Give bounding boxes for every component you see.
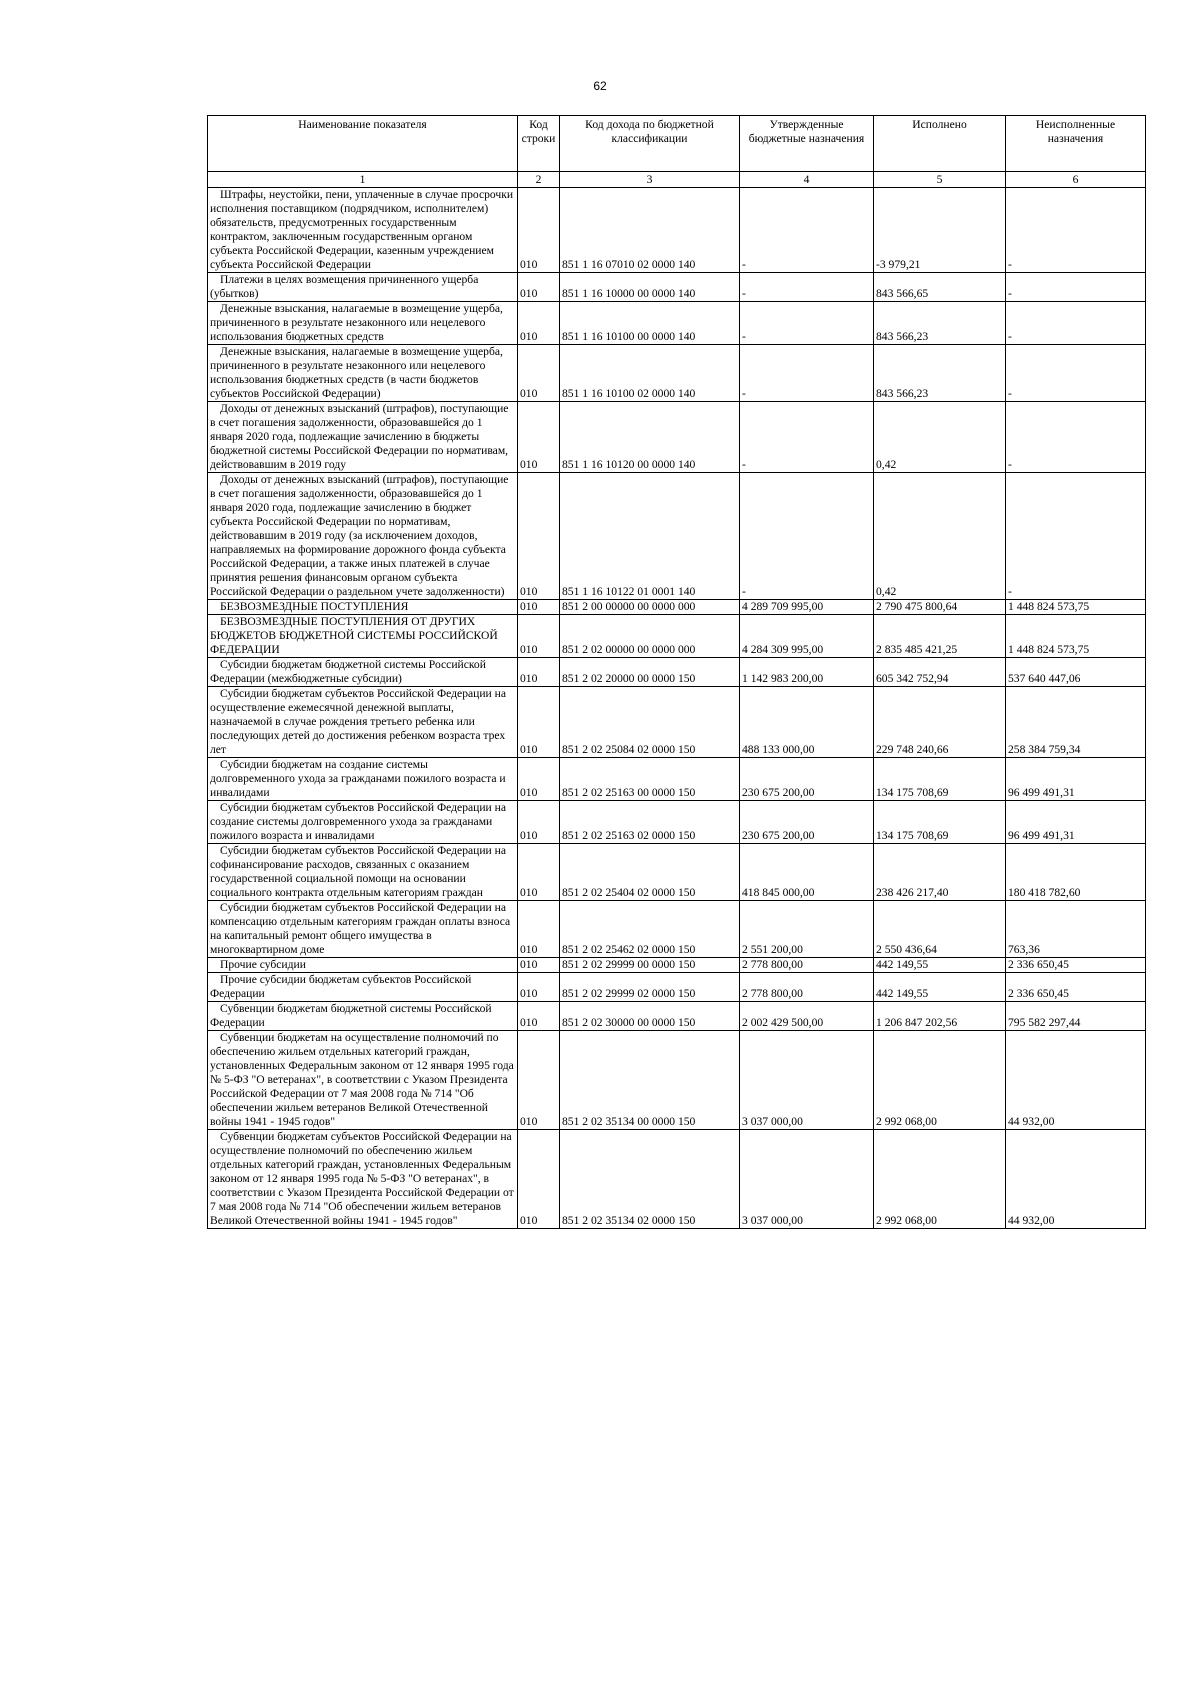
row-name-cell: Платежи в целях возмещения причиненного ущерба (убытков): [208, 273, 518, 302]
row-executed-cell: 442 149,55: [874, 958, 1006, 973]
row-name-cell: Субсидии бюджетам субъектов Российской Федерации на создание системы долговременного ухода за гражданами пожилого возраста и инвалидами: [208, 801, 518, 844]
row-code-cell: 010: [518, 1130, 560, 1229]
row-name-cell: Субсидии бюджетам на создание системы долговременного ухода за гражданами пожилого возраста и инвалидами: [208, 758, 518, 801]
row-executed-cell: 0,42: [874, 402, 1006, 473]
row-name-cell: БЕЗВОЗМЕЗДНЫЕ ПОСТУПЛЕНИЯ: [208, 600, 518, 615]
row-code-cell: 010: [518, 345, 560, 402]
col-header-name: Наименование показателя: [208, 116, 518, 172]
row-unexecuted-cell: 537 640 447,06: [1006, 658, 1146, 687]
col-header-unexecuted: Неисполненные назначения: [1006, 116, 1146, 172]
table-row: [208, 1031, 1146, 1130]
row-kbk-cell: 851 1 16 10100 00 0000 140: [560, 302, 740, 345]
row-unexecuted-cell: 180 418 782,60: [1006, 844, 1146, 901]
table-row: [208, 758, 1146, 801]
row-code-cell: 010: [518, 844, 560, 901]
row-kbk-cell: 851 2 02 25462 02 0000 150: [560, 901, 740, 958]
row-kbk-cell: 851 1 16 10100 02 0000 140: [560, 345, 740, 402]
row-approved-cell: 230 675 200,00: [740, 801, 874, 844]
row-executed-cell: 843 566,23: [874, 345, 1006, 402]
row-kbk-cell: 851 2 02 00000 00 0000 000: [560, 615, 740, 658]
budget-report-table: [207, 115, 1146, 1229]
row-code-cell: 010: [518, 973, 560, 1002]
row-unexecuted-cell: 96 499 491,31: [1006, 758, 1146, 801]
row-name-cell: Прочие субсидии бюджетам субъектов Российской Федерации: [208, 973, 518, 1002]
row-name-cell: Прочие субсидии: [208, 958, 518, 973]
row-unexecuted-cell: 44 932,00: [1006, 1130, 1146, 1229]
row-kbk-cell: 851 2 02 25163 02 0000 150: [560, 801, 740, 844]
row-approved-cell: -: [740, 302, 874, 345]
row-approved-cell: 418 845 000,00: [740, 844, 874, 901]
row-approved-cell: 1 142 983 200,00: [740, 658, 874, 687]
row-executed-cell: 134 175 708,69: [874, 801, 1006, 844]
page-number: 62: [593, 79, 607, 93]
row-unexecuted-cell: -: [1006, 402, 1146, 473]
row-unexecuted-cell: 795 582 297,44: [1006, 1002, 1146, 1031]
row-name-cell: Субвенции бюджетам на осуществление полномочий по обеспечению жильем отдельных категорий граждан, установленных Федеральным законом от 12 января 1995 года № 5-ФЗ "О ветеранах", в соответствии с Указом Президента Российской Федерации от 7 мая 2008 года № 714 "Об обеспечении жильем ветеранов Великой Отечественной войны 1941 - 1945 годов": [208, 1031, 518, 1130]
row-name-cell: Денежные взыскания, налагаемые в возмещение ущерба, причиненного в результате незаконного или нецелевого использования бюджетных средств: [208, 302, 518, 345]
row-executed-cell: 605 342 752,94: [874, 658, 1006, 687]
row-code-cell: 010: [518, 801, 560, 844]
row-approved-cell: 4 289 709 995,00: [740, 600, 874, 615]
row-executed-cell: 238 426 217,40: [874, 844, 1006, 901]
table-row: [208, 658, 1146, 687]
row-kbk-cell: 851 2 02 25404 02 0000 150: [560, 844, 740, 901]
row-approved-cell: 3 037 000,00: [740, 1130, 874, 1229]
row-approved-cell: -: [740, 188, 874, 273]
row-unexecuted-cell: -: [1006, 473, 1146, 600]
col-number: 6: [1006, 172, 1146, 188]
row-code-cell: 010: [518, 615, 560, 658]
row-executed-cell: 843 566,23: [874, 302, 1006, 345]
col-number: 3: [560, 172, 740, 188]
row-executed-cell: 0,42: [874, 473, 1006, 600]
table-row: [208, 973, 1146, 1002]
row-executed-cell: -3 979,21: [874, 188, 1006, 273]
table-row: [208, 687, 1146, 758]
column-numbers-row: [208, 172, 1146, 188]
row-kbk-cell: 851 2 00 00000 00 0000 000: [560, 600, 740, 615]
row-executed-cell: 2 992 068,00: [874, 1031, 1006, 1130]
row-code-cell: 010: [518, 302, 560, 345]
row-unexecuted-cell: 258 384 759,34: [1006, 687, 1146, 758]
row-kbk-cell: 851 1 16 10120 00 0000 140: [560, 402, 740, 473]
row-unexecuted-cell: 44 932,00: [1006, 1031, 1146, 1130]
row-executed-cell: 2 992 068,00: [874, 1130, 1006, 1229]
row-name-cell: Доходы от денежных взысканий (штрафов), поступающие в счет погашения задолженности, образовавшейся до 1 января 2020 года, подлежащие зачислению в бюджет субъекта Российской Федерации по нормативам, действовавшим в 2019 году (за исключением доходов, направляемых на формирование дорожного фонда субъекта Российской Федерации, а также иных платежей в случае принятия решения финансовым органом субъекта Российской Федерации о раздельном учете задолженности): [208, 473, 518, 600]
row-kbk-cell: 851 2 02 25163 00 0000 150: [560, 758, 740, 801]
table-row: [208, 615, 1146, 658]
table-row: [208, 473, 1146, 600]
row-approved-cell: 488 133 000,00: [740, 687, 874, 758]
row-code-cell: 010: [518, 687, 560, 758]
row-approved-cell: 2 002 429 500,00: [740, 1002, 874, 1031]
row-executed-cell: 442 149,55: [874, 973, 1006, 1002]
col-header-code: Код строки: [518, 116, 560, 172]
col-number: 1: [208, 172, 518, 188]
row-unexecuted-cell: -: [1006, 302, 1146, 345]
row-code-cell: 010: [518, 273, 560, 302]
row-unexecuted-cell: 763,36: [1006, 901, 1146, 958]
row-code-cell: 010: [518, 958, 560, 973]
row-kbk-cell: 851 1 16 10000 00 0000 140: [560, 273, 740, 302]
table-row: [208, 273, 1146, 302]
row-kbk-cell: 851 2 02 29999 00 0000 150: [560, 958, 740, 973]
row-approved-cell: 3 037 000,00: [740, 1031, 874, 1130]
table-row: [208, 600, 1146, 615]
row-executed-cell: 843 566,65: [874, 273, 1006, 302]
col-header-approved: Утвержденные бюджетные назначения: [740, 116, 874, 172]
col-header-executed: Исполнено: [874, 116, 1006, 172]
report-body: [208, 188, 1146, 1229]
row-executed-cell: 2 550 436,64: [874, 901, 1006, 958]
row-approved-cell: -: [740, 345, 874, 402]
row-kbk-cell: 851 1 16 07010 02 0000 140: [560, 188, 740, 273]
row-kbk-cell: 851 2 02 30000 00 0000 150: [560, 1002, 740, 1031]
row-name-cell: БЕЗВОЗМЕЗДНЫЕ ПОСТУПЛЕНИЯ ОТ ДРУГИХ БЮДЖЕТОВ БЮДЖЕТНОЙ СИСТЕМЫ РОССИЙСКОЙ ФЕДЕРАЦИИ: [208, 615, 518, 658]
row-approved-cell: -: [740, 273, 874, 302]
table-row: [208, 1002, 1146, 1031]
row-name-cell: Денежные взыскания, налагаемые в возмещение ущерба, причиненного в результате незаконного или нецелевого использования бюджетных средств (в части бюджетов субъектов Российской Федерации): [208, 345, 518, 402]
row-unexecuted-cell: 1 448 824 573,75: [1006, 600, 1146, 615]
row-approved-cell: 2 778 800,00: [740, 958, 874, 973]
row-unexecuted-cell: 2 336 650,45: [1006, 973, 1146, 1002]
col-number: 5: [874, 172, 1006, 188]
row-unexecuted-cell: 1 448 824 573,75: [1006, 615, 1146, 658]
row-approved-cell: 2 551 200,00: [740, 901, 874, 958]
row-code-cell: 010: [518, 402, 560, 473]
row-code-cell: 010: [518, 1031, 560, 1130]
table-row: [208, 901, 1146, 958]
row-kbk-cell: 851 2 02 35134 02 0000 150: [560, 1130, 740, 1229]
row-name-cell: Субсидии бюджетам субъектов Российской Федерации на софинансирование расходов, связанных с оказанием государственной социальной помощи на основании социального контракта отдельным категориям граждан: [208, 844, 518, 901]
row-kbk-cell: 851 2 02 20000 00 0000 150: [560, 658, 740, 687]
row-name-cell: Субсидии бюджетам субъектов Российской Федерации на компенсацию отдельным категориям граждан оплаты взноса на капитальный ремонт общего имущества в многоквартирном доме: [208, 901, 518, 958]
row-code-cell: 010: [518, 473, 560, 600]
row-name-cell: Субвенции бюджетам субъектов Российской Федерации на осуществление полномочий по обеспечению жильем отдельных категорий граждан, установленных Федеральным законом от 12 января 1995 года № 5-ФЗ "О ветеранах", в соответствии с Указом Президента Российской Федерации от 7 мая 2008 года № 714 "Об обеспечении жильем ветеранов Великой Отечественной войны 1941 - 1945 годов": [208, 1130, 518, 1229]
row-approved-cell: -: [740, 402, 874, 473]
table-row: [208, 302, 1146, 345]
row-code-cell: 010: [518, 1002, 560, 1031]
row-code-cell: 010: [518, 758, 560, 801]
row-name-cell: Штрафы, неустойки, пени, уплаченные в случае просрочки исполнения поставщиком (подрядчиком, исполнителем) обязательств, предусмотренных государственным контрактом, заключенным государственным органом субъекта Российской Федерации, казенным учреждением субъекта Российской Федерации: [208, 188, 518, 273]
row-unexecuted-cell: -: [1006, 273, 1146, 302]
row-executed-cell: 134 175 708,69: [874, 758, 1006, 801]
table-row: [208, 188, 1146, 273]
row-unexecuted-cell: -: [1006, 345, 1146, 402]
col-number: 2: [518, 172, 560, 188]
table-row: [208, 345, 1146, 402]
row-name-cell: Субвенции бюджетам бюджетной системы Российской Федерации: [208, 1002, 518, 1031]
row-executed-cell: 1 206 847 202,56: [874, 1002, 1006, 1031]
header-row: [208, 116, 1146, 172]
row-code-cell: 010: [518, 188, 560, 273]
row-executed-cell: 2 835 485 421,25: [874, 615, 1006, 658]
row-unexecuted-cell: -: [1006, 188, 1146, 273]
row-executed-cell: 2 790 475 800,64: [874, 600, 1006, 615]
row-unexecuted-cell: 96 499 491,31: [1006, 801, 1146, 844]
row-name-cell: Доходы от денежных взысканий (штрафов), поступающие в счет погашения задолженности, образовавшейся до 1 января 2020 года, подлежащие зачислению в бюджеты бюджетной системы Российской Федерации по нормативам, действовавшим в 2019 году: [208, 402, 518, 473]
row-executed-cell: 229 748 240,66: [874, 687, 1006, 758]
row-kbk-cell: 851 2 02 35134 00 0000 150: [560, 1031, 740, 1130]
row-name-cell: Субсидии бюджетам субъектов Российской Федерации на осуществление ежемесячной денежной выплаты, назначаемой в случае рождения третьего ребенка или последующих детей до достижения ребенком возраста трех лет: [208, 687, 518, 758]
table-row: [208, 1130, 1146, 1229]
row-code-cell: 010: [518, 600, 560, 615]
row-code-cell: 010: [518, 901, 560, 958]
row-approved-cell: 2 778 800,00: [740, 973, 874, 1002]
row-approved-cell: -: [740, 473, 874, 600]
col-number: 4: [740, 172, 874, 188]
row-unexecuted-cell: 2 336 650,45: [1006, 958, 1146, 973]
row-approved-cell: 4 284 309 995,00: [740, 615, 874, 658]
row-kbk-cell: 851 1 16 10122 01 0001 140: [560, 473, 740, 600]
table-row: [208, 801, 1146, 844]
row-kbk-cell: 851 2 02 25084 02 0000 150: [560, 687, 740, 758]
table-row: [208, 844, 1146, 901]
table-row: [208, 402, 1146, 473]
col-header-kbk: Код дохода по бюджетной классификации: [560, 116, 740, 172]
row-code-cell: 010: [518, 658, 560, 687]
row-approved-cell: 230 675 200,00: [740, 758, 874, 801]
table-row: [208, 958, 1146, 973]
row-kbk-cell: 851 2 02 29999 02 0000 150: [560, 973, 740, 1002]
row-name-cell: Субсидии бюджетам бюджетной системы Российской Федерации (межбюджетные субсидии): [208, 658, 518, 687]
